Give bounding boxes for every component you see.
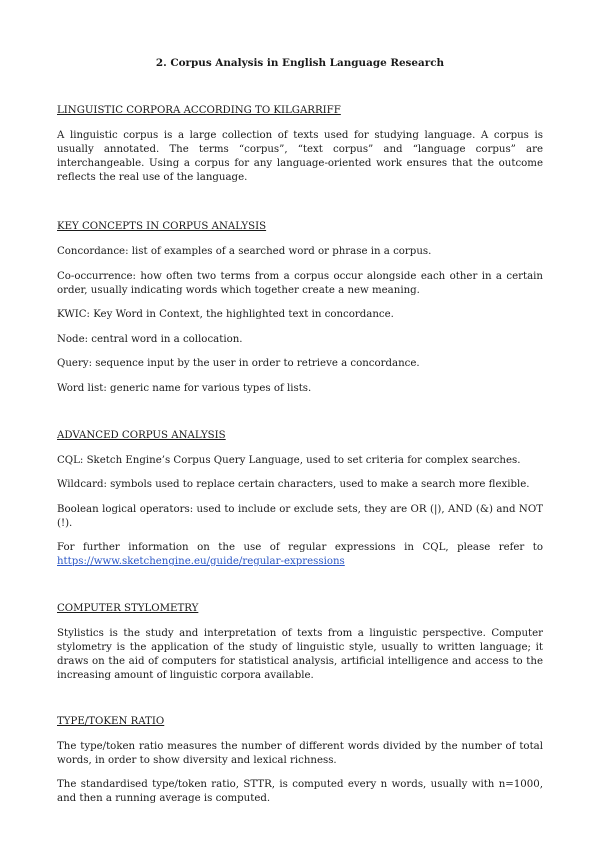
- section-computer-stylometry: [57, 602, 543, 683]
- definition-wildcard: Wildcard: symbols used to replace certain characters, used to make a search more flexible.: [57, 479, 530, 490]
- section-heading: COMPUTER STYLOMETRY: [57, 603, 199, 614]
- section-heading: KEY CONCEPTS IN CORPUS ANALYSIS: [57, 221, 267, 232]
- section-key-concepts: [57, 220, 543, 396]
- paragraph: Stylistics is the study and interpretation of texts from a linguistic perspective. Computer stylometry is the application of the study of linguistic style, usually to written language; it draws on the aid of computers for statistical analysis, artificial intelligence and access to the increasing amount of linguistic corpora available.: [57, 628, 543, 681]
- further-info-paragraph: [57, 541, 543, 569]
- section-linguistic-corpora: [57, 104, 543, 185]
- definition-query: Query: sequence input by the user in order to retrieve a concordance.: [57, 358, 420, 369]
- regular-expressions-link[interactable]: https://www.sketchengine.eu/guide/regular-expressions: [57, 556, 345, 567]
- section-heading: ADVANCED CORPUS ANALYSIS: [57, 429, 226, 441]
- definition-cql: CQL: Sketch Engine’s Corpus Query Language, used to set criteria for complex searches.: [57, 454, 521, 466]
- document-title: 2. Corpus Analysis in English Language Research: [155, 57, 445, 69]
- section-type-token-ratio: [57, 715, 543, 806]
- paragraph: The type/token ratio measures the number of different words divided by the number of total words, in order to show diversity and lexical richness.: [57, 741, 543, 766]
- paragraph: A linguistic corpus is a large collection of texts used for studying language. A corpus is usually annotated. The terms “corpus”, “text corpus” and “language corpus” are interchangeable. Using a corpus for any language-oriented work ensures that the outcome reflects the real use of the language.: [57, 130, 543, 183]
- definition-kwic: KWIC: Key Word in Context, the highlighted text in concordance.: [57, 309, 394, 320]
- paragraph: The standardised type/token ratio, STTR, is computed every n words, usually with n=1000, and then a running average is computed.: [57, 779, 543, 804]
- section-heading: LINGUISTIC CORPORA ACCORDING TO KILGARRIFF: [57, 105, 341, 116]
- definition-boolean-operators: Boolean logical operators: used to include or exclude sets, they are OR (|), AND (&) and NOT (!).: [57, 503, 543, 529]
- document-page: [57, 56, 543, 837]
- definition-node: Node: central word in a collocation.: [57, 333, 243, 345]
- definition-word-list: Word list: generic name for various types of lists.: [57, 382, 312, 394]
- section-heading: TYPE/TOKEN RATIO: [57, 716, 165, 727]
- definition-concordance: Concordance: list of examples of a searched word or phrase in a corpus.: [57, 246, 432, 257]
- definition-co-occurrence: Co-occurrence: how often two terms from a corpus occur alongside each other in a certain order, usually indicating words which together create a new meaning.: [57, 270, 543, 296]
- section-advanced-analysis: [57, 429, 543, 570]
- further-info-text: For further information on the use of regular expressions in CQL, please refer to: [57, 542, 543, 553]
